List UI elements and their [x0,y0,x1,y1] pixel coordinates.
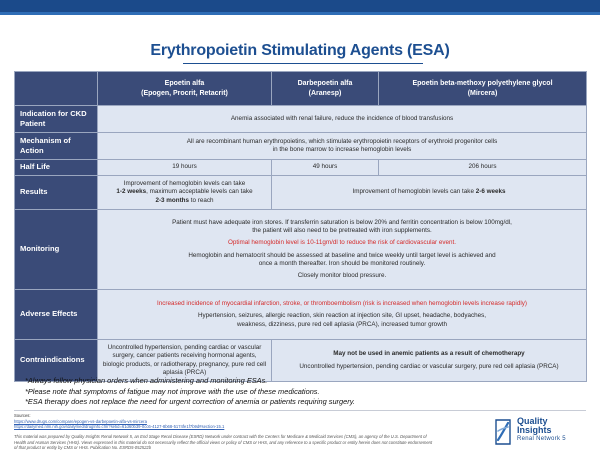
adverse-effects-warning: Increased incidence of myocardial infarction, stroke, or thromboembolism (risk is increased when hemoglobin levels increase rapidly) [157,300,527,308]
footnote-item: *Please note that symptoms of fatigue may not improve with the use of these medications. [25,386,320,396]
footnote-item: *Always follow physician orders when administering and monitoring ESAs. [25,376,268,385]
half-life-darbepoetin-alfa: 49 hours [272,160,379,176]
row-label-monitoring: Monitoring [15,210,98,290]
esa-comparison-table [14,71,587,382]
monitoring-hemoglobin-target: Optimal hemoglobin level is 10-11gm/dl to reduce the risk of cardiovascular event. [227,239,457,247]
indication-text: Anemia associated with renal failure, reduce the incidence of blood transfusions [98,106,587,133]
row-label-adverse-effects: Adverse Effects [15,290,98,340]
footer-divider [14,410,586,411]
half-life-mircera: 206 hours [379,160,587,176]
disclaimer: This material was prepared by Quality Insights Renal Network 5, an End Stage Renal Disease (ESRD) Network under contract with the Centers for Medicare & Medicaid Services (CMS), an agency of the U.S. Department of Health and Human Services (HHS). Views expressed in this material do not necessarily reflect the official views or policy of CMS or HHS, and any reference to a specific product or entity herein does not constitute endorsement of that product or entity by CMS or HHS. Publication No. ESRD5-052522b [14,434,433,451]
table-row-monitoring [15,210,587,290]
row-label-half-life: Half Life [15,160,98,176]
table-row-indication [15,106,587,133]
adverse-effects-text: Increased incidence of myocardial infarction, stroke, or thromboembolism (risk is increased when hemoglobin levels increase rapidly) Hypertension, seizures, allergic reaction, skin reaction at injection site, GI upset, headache, bodyaches, weakness, dizziness, pure red cell aplasia (PRCA), increased tumor growth [98,290,587,340]
column-header-darbepoetin-alfa: Darbepoetin alfa (Aranesp) [272,72,379,106]
table-row-mechanism [15,133,587,160]
mechanism-text: All are recombinant human erythropoietins, which stimulate erythropoietin receptors of erythroid progenitor cells in the bone marrow to increase hemoglobin levels [98,133,587,160]
sources-block [14,413,414,430]
footnote-item: *ESA therapy does not replace the need for urgent correction of anemia or patients requiring surgery. [25,397,355,407]
header-corner-cell [15,72,98,106]
source-link[interactable]: https://dailymed.nlm.nih.gov/dailymed/drugInfo.cfm?setid=61d60b39-0cc6-4127-8b68-5174fe1f7b9d#section-15.1 [14,424,225,430]
row-label-mechanism: Mechanism of Action [15,133,98,160]
column-header-mircera: Epoetin beta-methoxy polyethylene glycol (Mircera) [379,72,587,106]
quality-insights-logo [492,414,586,450]
logo-wordmark: Quality Insights Renal Network 5 [517,416,566,442]
sources-label: Sources: [14,413,31,418]
table-row-results [15,176,587,210]
contraindications-others: May not be used in anemic patients as a result of chemotherapy Uncontrolled hypertension, pending cardiac or vascular surgery, pure red cell aplasia (PRCA) [272,340,587,382]
contraindications-epoetin-alfa: Uncontrolled hypertension, pending cardiac or vascular surgery, cancer patients receiving hormonal agents, biologic products, or radiotherapy, pregnancy, pure red cell aplasia (PRCA) [98,340,272,382]
table-row-half-life [15,160,587,176]
quality-insights-mark-icon [492,418,514,446]
footnotes [25,376,355,408]
header-band [0,0,600,12]
source-link[interactable]: https://www.drugs.com/compare/epogen-vs-darbepoetin-alfa-vs-mircera [14,418,147,424]
table-row-adverse-effects [15,290,587,340]
page-title: Erythropoietin Stimulating Agents (ESA) [150,42,450,59]
row-label-indication: Indication for CKD Patient [15,106,98,133]
monitoring-text: Patient must have adequate iron stores. If transferrin saturation is below 20% and ferritin concentration is below 100mg/dl, the patient will also need to be pretreated with iron supplements. Optimal hemoglobin level is 10-11gm/dl to reduce the risk of cardiovascular event. Hemoglobin and hematocrit should be assessed at baseline and twice weekly until target level is achieved and once a month thereafter. Iron should be monitored routinely. Closely monitor blood pressure. [98,210,587,290]
results-others: Improvement of hemoglobin levels can take 2-6 weeks [272,176,587,210]
row-label-contraindications: Contraindications [15,340,98,382]
title-underline [183,63,423,64]
results-epoetin-alfa: Improvement of hemoglobin levels can take 1-2 weeks, maximum acceptable levels can take 2-3 months to reach [98,176,272,210]
half-life-epoetin-alfa: 19 hours [98,160,272,176]
column-header-epoetin-alfa: Epoetin alfa (Epogen, Procrit, Retacrit) [98,72,272,106]
row-label-results: Results [15,176,98,210]
table-header-row [15,72,587,106]
header-accent-stripe [0,12,600,15]
